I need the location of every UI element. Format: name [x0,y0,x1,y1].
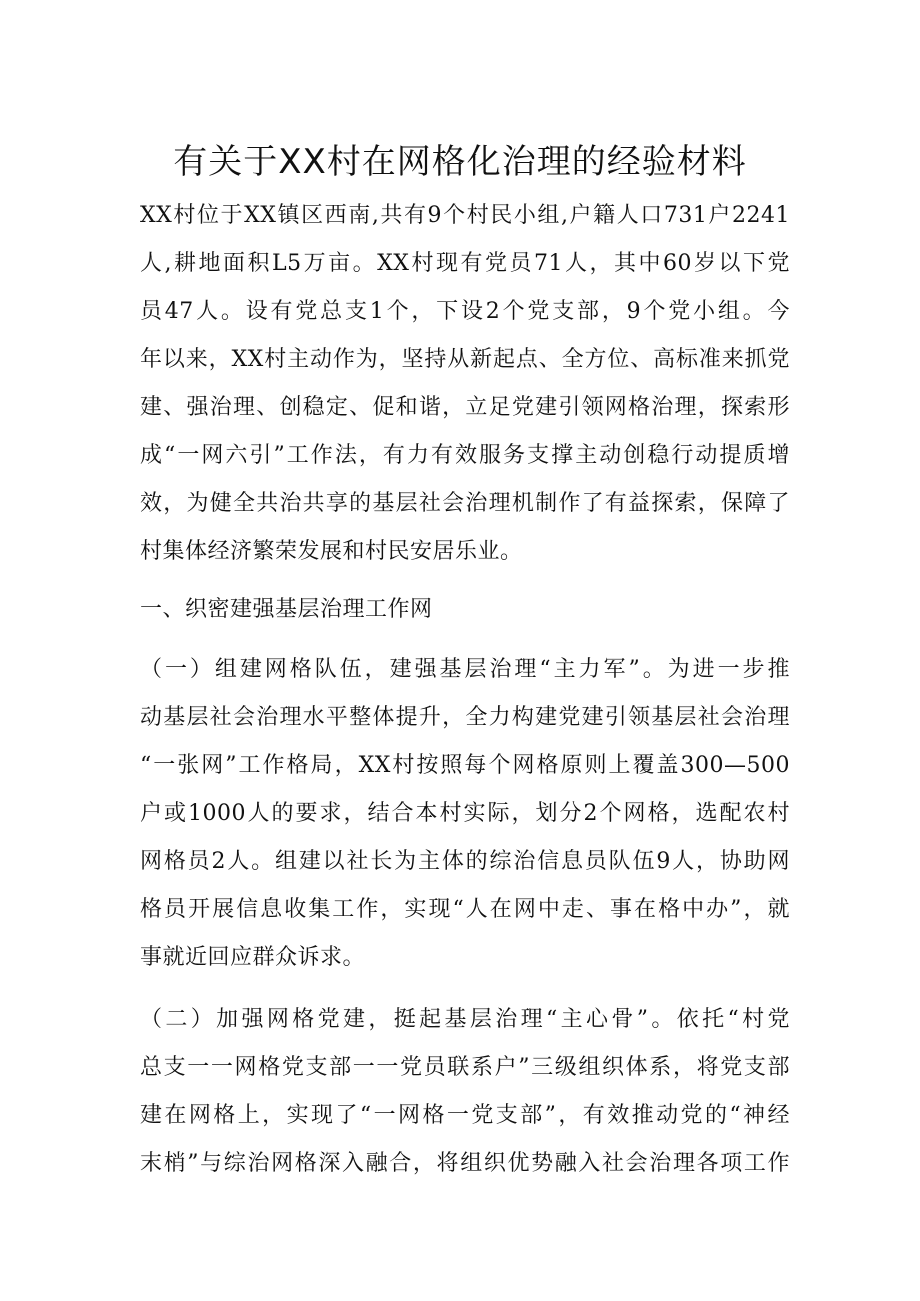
paragraph-1-line-5: 建、强治理、创稳定、促和谐，立足党建引领网格治理，探索形 [140,395,790,420]
paragraph-2-line-4: 户或1000人的要求，结合本村实际，划分2个网格，选配农村 [140,801,790,826]
paragraph-1-line-8: 村集体经济繁荣发展和村民安居乐业。 [140,539,523,564]
paragraph-1-line-3: 员47人。设有党总支1个，下设2个党支部，9个党小组。今 [140,299,790,324]
paragraph-1-line-4: 年以来，XX村主动作为，坚持从新起点、全方位、高标准来抓党 [140,347,790,372]
paragraph-2-line-6: 格员开展信息收集工作，实现“人在网中走、事在格中办”，就 [140,897,790,922]
paragraph-2-line-1: （一）组建网格队伍，建强基层治理“主力军”。为进一步推 [140,657,790,682]
paragraph-1-line-1: XX村位于XX镇区西南,共有9个村民小组,户籍人口731户2241 [140,203,790,228]
paragraph-1-line-2: 人,耕地面积L5万亩。XX村现有党员71人，其中60岁以下党 [140,251,790,276]
paragraph-3-line-1: （二）加强网格党建，挺起基层治理“主心骨”。依托“村党 [140,1007,790,1032]
paragraph-2-line-2: 动基层社会治理水平整体提升，全力构建党建引领基层社会治理 [140,705,790,730]
document-title: 有关于XX村在网格化治理的经验材料 [173,142,747,182]
section-heading-1: 一、织密建强基层治理工作网 [140,597,433,622]
paragraph-3-line-2: 总支一一网格党支部一一党员联系户”三级组织体系，将党支部 [140,1055,790,1080]
paragraph-1-line-6: 成“一网六引”工作法，有力有效服务支撑主动创稳行动提质增 [140,443,790,468]
paragraph-2-line-7: 事就近回应群众诉求。 [140,945,366,970]
paragraph-2-line-5: 网格员2人。组建以社长为主体的综治信息员队伍9人，协助网 [140,849,790,874]
paragraph-3-line-4: 末梢”与综治网格深入融合，将组织优势融入社会治理各项工作 [140,1151,790,1176]
paragraph-3-line-3: 建在网格上，实现了“一网格一党支部”，有效推动党的“神经 [140,1103,790,1128]
paragraph-1-line-7: 效，为健全共治共享的基层社会治理机制作了有益探索，保障了 [140,491,790,516]
paragraph-2-line-3: “一张网”工作格局，XX村按照每个网格原则上覆盖300—500 [140,753,790,778]
